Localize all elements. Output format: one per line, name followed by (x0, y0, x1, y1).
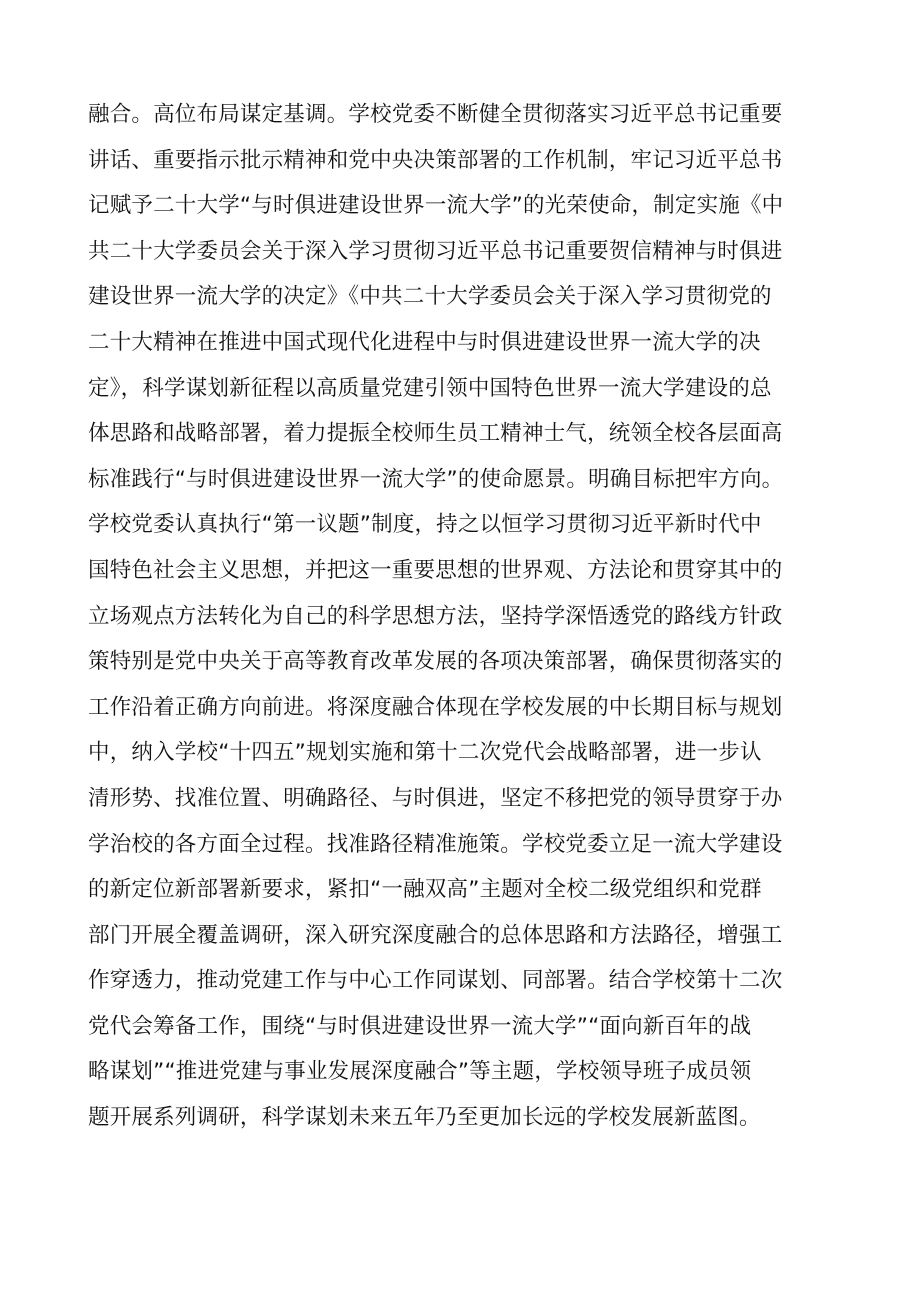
text-line: 清形势、找准位置、明确路径、与时俱进，坚定不移把党的领导贯穿于办 (88, 785, 783, 811)
text-line: 讲话、重要指示批示精神和党中央决策部署的工作机制，牢记习近平总书 (88, 147, 783, 173)
text-line: 建设世界一流大学的决定》《中共二十大学委员会关于深入学习贯彻党的 (88, 284, 772, 310)
text-line: 作穿透力，推动党建工作与中心工作同谋划、同部署。结合学校第十二次 (88, 968, 783, 994)
text-line: 记赋予二十大学“与时俱进建设世界一流大学”的光荣使命，制定实施《中 (88, 193, 784, 219)
text-line: 策特别是党中央关于高等教育改革发展的各项决策部署，确保贯彻落实的 (88, 649, 783, 675)
text-line: 党代会筹备工作，围绕“与时俱进建设世界一流大学”“面向新百年的战 (88, 1013, 752, 1039)
body-paragraph (88, 92, 848, 1141)
text-line: 部门开展全覆盖调研，深入研究深度融合的总体思路和方法路径，增强工 (88, 922, 783, 948)
text-line: 定》，科学谋划新征程以高质量党建引领中国特色世界一流大学建设的总 (88, 375, 772, 401)
text-line: 国特色社会主义思想，并把这一重要思想的世界观、方法论和贯穿其中的 (88, 557, 783, 583)
text-line: 标准践行“与时俱进建设世界一流大学”的使命愿景。明确目标把牢方向。 (88, 466, 784, 492)
text-line: 融合。高位布局谋定基调。学校党委不断健全贯彻落实习近平总书记重要 (88, 102, 783, 127)
text-line: 共二十大学委员会关于深入学习贯彻习近平总书记重要贺信精神与时俱进 (88, 238, 783, 264)
text-line: 工作沿着正确方向前进。将深度融合体现在学校发展的中长期目标与规划 (88, 694, 783, 720)
text-line: 二十大精神在推进中国式现代化进程中与时俱进建设世界一流大学的决 (88, 329, 761, 355)
text-line: 学治校的各方面全过程。找准路径精准施策。学校党委立足一流大学建设 (88, 831, 783, 857)
text-line: 中，纳入学校“十四五”规划实施和第十二次党代会战略部署，进一步认 (88, 740, 762, 766)
text-line: 的新定位新部署新要求，紧扣“一融双高”主题对全校二级党组织和党群 (88, 877, 762, 903)
text-line: 体思路和战略部署，着力提振全校师生员工精神士气，统领全校各层面高 (88, 421, 783, 447)
text-line: 立场观点方法转化为自己的科学思想方法，坚持学深悟透党的路线方针政 (88, 603, 783, 629)
text-line: 略谋划”“推进党建与事业发展深度融合”等主题，学校领导班子成员领 (88, 1059, 752, 1085)
text-line: 题开展系列调研，科学谋划未来五年乃至更加长远的学校发展新蓝图。 (88, 1105, 761, 1131)
text-line: 学校党委认真执行“第一议题”制度，持之以恒学习贯彻习近平新时代中 (88, 512, 762, 538)
